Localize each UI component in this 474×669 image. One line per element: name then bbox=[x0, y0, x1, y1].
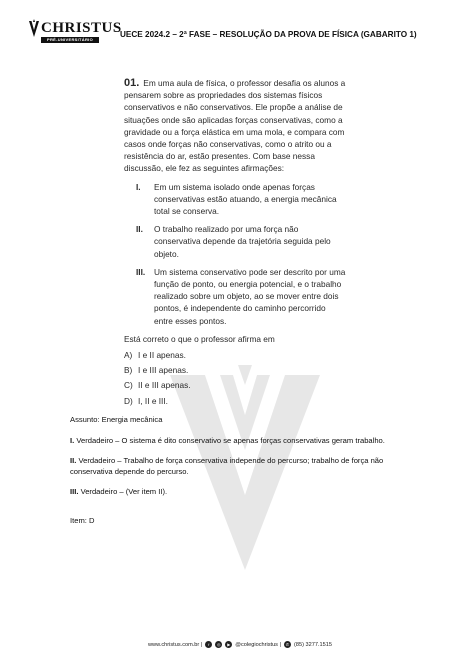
option-text: I, II e III. bbox=[138, 395, 168, 406]
resolution-label: III. bbox=[70, 487, 79, 496]
christus-logo bbox=[27, 20, 122, 46]
christus-emblem-icon bbox=[27, 19, 41, 39]
instagram-icon[interactable]: ◎ bbox=[217, 642, 221, 647]
resolution-line bbox=[70, 456, 410, 477]
subject-line: Assunto: Energia mecânica bbox=[70, 415, 163, 424]
footer bbox=[148, 641, 332, 648]
option-b bbox=[124, 364, 346, 376]
resolution-label: II. bbox=[70, 456, 77, 465]
statement-numeral: II. bbox=[136, 224, 143, 235]
option-d bbox=[124, 395, 346, 407]
resolution-block bbox=[70, 415, 410, 536]
footer-phone: (85) 3277.1515 bbox=[293, 641, 332, 648]
option-a bbox=[124, 349, 346, 361]
options-list bbox=[124, 349, 346, 407]
question-statement bbox=[124, 77, 346, 175]
option-c bbox=[124, 379, 346, 391]
statement-item bbox=[124, 266, 346, 327]
question-prompt: Está correto o que o professor afirma em bbox=[124, 333, 275, 344]
resolution-label: I. bbox=[70, 435, 75, 445]
statement-item bbox=[124, 223, 346, 260]
facebook-icon[interactable]: f bbox=[205, 641, 212, 648]
logo-subtitle: PRÉ-UNIVERSITÁRIO bbox=[47, 37, 93, 42]
logo-name: CHRISTUS bbox=[41, 20, 122, 36]
statement-text: Um sistema conservativo pode ser descrito por uma função de ponto, ou energia potencial, e o trabalho realizado sobre um objeto, ao se mover entre dois pontos, é independente do caminho percorrido entre esses pontos. bbox=[154, 266, 346, 326]
statement-numeral: III. bbox=[136, 266, 146, 277]
page-title: UECE 2024.2 – 2ª FASE – RESOLUÇÃO DA PROVA DE FÍSICA (GABARITO 1) bbox=[120, 30, 417, 39]
youtube-icon[interactable]: ▶ bbox=[227, 642, 231, 647]
answer-line: Item: D bbox=[70, 515, 95, 525]
question-number: 01. bbox=[124, 77, 140, 89]
resolution-line bbox=[70, 436, 410, 447]
option-letter: A) bbox=[124, 350, 133, 361]
statement-text: Em um sistema isolado onde apenas forças conservativas estão atuando, a energia mecânica total se conserva. bbox=[154, 181, 337, 217]
resolution-line bbox=[70, 487, 410, 498]
footer-social[interactable]: @colegiochristus | bbox=[235, 641, 281, 648]
statement-numeral: I. bbox=[136, 181, 141, 192]
question-text: Em uma aula de física, o professor desafia os alunos a pensarem sobre as propriedades dos sistemas físicos conservativos e não conservativos. Ele propõe a análise de situações onde são aplicadas forças conservativas, como a gravidade ou a força elástica em uma mola, e compara com casos onde forças não conservativas, como o atrito ou a resistência do ar, estão presentes. Com base nessa discussão, ele fez as seguintes afirmações: bbox=[124, 78, 346, 174]
option-text: I e II apenas. bbox=[138, 350, 186, 361]
option-letter: C) bbox=[124, 380, 133, 391]
resolution-text: Verdadeiro – Trabalho de força conservativa independe do percurso; trabalho de força não conservativa depende do percurso. bbox=[70, 456, 384, 476]
statement-text: O trabalho realizado por uma força não conservativa depende da trajetória seguida pelo objeto. bbox=[154, 224, 331, 259]
option-letter: B) bbox=[124, 365, 133, 376]
footer-site[interactable]: www.christus.com.br | bbox=[148, 641, 203, 648]
phone-icon: ✆ bbox=[285, 642, 290, 647]
option-text: II e III apenas. bbox=[138, 380, 191, 391]
resolution-text: Verdadeiro – O sistema é dito conservativo se apenas forças conservativas geram trabalho. bbox=[74, 435, 385, 445]
question-block bbox=[124, 77, 346, 410]
statement-item bbox=[124, 181, 346, 218]
option-text: I e III apenas. bbox=[138, 365, 189, 376]
statement-list bbox=[124, 181, 346, 327]
option-letter: D) bbox=[124, 395, 133, 406]
resolution-text: Verdadeiro – (Ver item II). bbox=[78, 487, 168, 496]
